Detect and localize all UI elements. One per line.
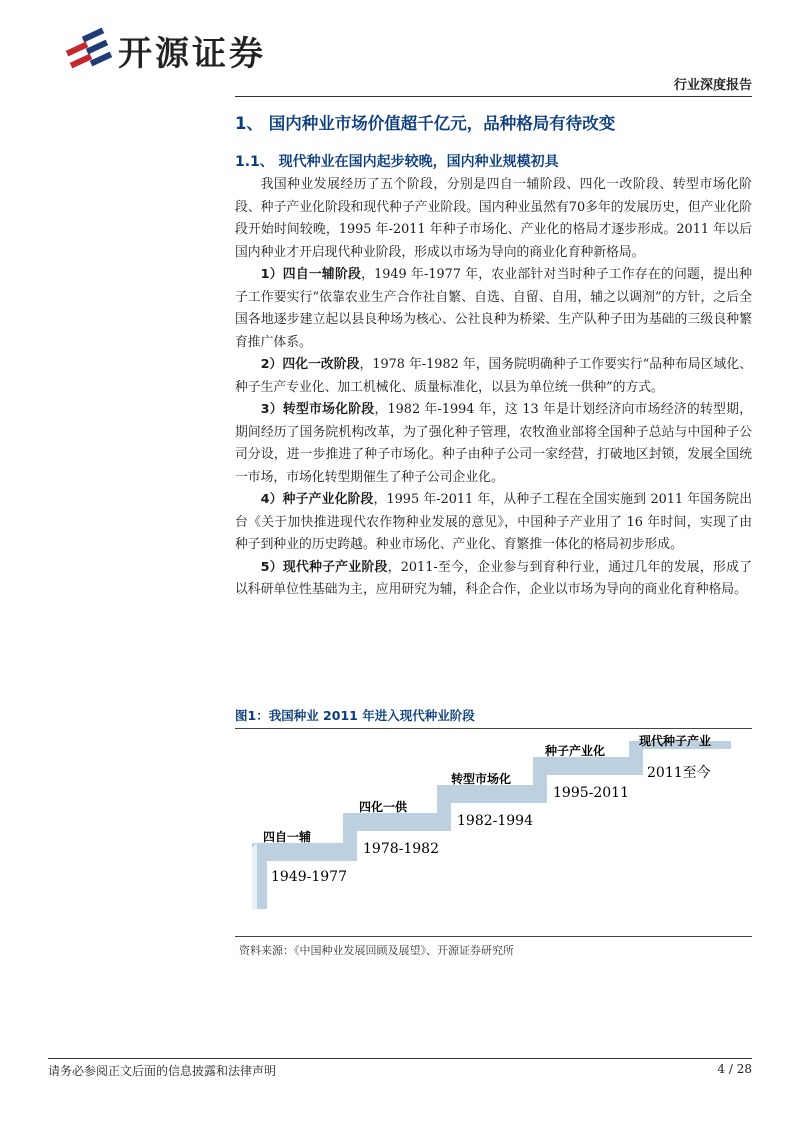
report-type: 行业深度报告 bbox=[673, 78, 752, 93]
step-1-name: 四自一辅 bbox=[263, 830, 312, 844]
stair-diagram bbox=[235, 729, 752, 935]
stage-3-text: ，1982 年-1994 年，这 13 年是计划经济向市场经济的转型期，期间经历了国务院机构改革，为了强化种子管理，农牧渔业部将全国种子总站与中国种子公司分设，进一步推进了种子市场化。种子由种子公司一家经营，打破地区封锁，发展全国统一市场，市场化转型期催生了种子公司企业化。 bbox=[235, 402, 753, 485]
stage-1-paragraph bbox=[235, 264, 752, 354]
page-number: 4 / 28 bbox=[717, 1062, 752, 1076]
step-2-period: 1978-1982 bbox=[363, 841, 439, 857]
figure-title: 图1：我国种业 2011 年进入现代种业阶段 bbox=[235, 708, 475, 723]
step-5-name: 现代种子产业 bbox=[639, 734, 712, 748]
section-heading: 1、 国内种业市场价值超千亿元，品种格局有待改变 bbox=[235, 114, 616, 133]
stage-1-label: 1）四自一辅阶段 bbox=[260, 267, 362, 282]
stage-5-paragraph bbox=[235, 557, 752, 602]
stage-3-paragraph bbox=[235, 399, 752, 489]
step-2-name: 四化一供 bbox=[359, 800, 408, 814]
stage-4-text: ，1995 年-2011 年，从种子工程在全国实施到 2011 年国务院出台《关于加快推进现代农作物种业发展的意见》，中国种子产业用了 16 年时间，实现了由种子到种业的历史跨越。种业市场化、产业化、育繁推一体化的格局初步形成。 bbox=[235, 492, 752, 552]
stage-4-paragraph bbox=[235, 489, 752, 557]
subsection-heading: 1.1、 现代种业在国内起步较晚，国内种业规模初具 bbox=[235, 154, 559, 170]
step-3-period: 1982-1994 bbox=[457, 813, 533, 829]
step-4-name: 种子产业化 bbox=[545, 744, 606, 758]
main-content bbox=[235, 106, 752, 602]
stage-2-text: ，1978 年-1982 年，国务院明确种子工作要实行“品种布局区域化、种子生产专业化、加工机械化、质量标准化，以县为单位统一供种”的方式。 bbox=[235, 357, 752, 395]
header-divider bbox=[235, 96, 752, 97]
step-3-name: 转型市场化 bbox=[451, 772, 512, 786]
stage-2-paragraph bbox=[235, 354, 752, 399]
footer-divider bbox=[48, 1058, 752, 1059]
step-1-period: 1949-1977 bbox=[271, 869, 347, 885]
logo-mark-icon bbox=[60, 24, 120, 76]
figure-source: 资料来源：《中国种业发展回顾及展望》、开源证券研究所 bbox=[239, 944, 514, 957]
intro-paragraph: 我国种业发展经历了五个阶段，分别是四自一辅阶段、四化一改阶段、转型市场化阶段、种子产业化阶段和现代种子产业阶段。国内种业虽然有70多年的发展历史，但产业化阶段开始时间较晚，1995 年-2011 年种子市场化、产业化的格局才逐步形成。2011 年以后国内种业才开启现代种业阶段，形成以市场为导向的商业化育种新格局。 bbox=[235, 177, 752, 260]
footer-disclaimer: 请务必参阅正文后面的信息披露和法律声明 bbox=[48, 1064, 277, 1078]
stage-2-label: 2）四化一改阶段 bbox=[260, 357, 360, 372]
stage-5-text: ，2011-至今，企业参与到育种行业，通过几年的发展，形成了以科研单位性基础为主，应用研究为辅，科企合作，企业以市场为导向的商业化育种格局。 bbox=[235, 559, 752, 597]
figure-bottom-rule bbox=[235, 936, 752, 937]
stage-5-label: 5）现代种子产业阶段 bbox=[260, 559, 388, 575]
step-1-stripe bbox=[252, 843, 257, 909]
step-4-period: 1995-2011 bbox=[553, 785, 629, 801]
step-5-period: 2011至今 bbox=[647, 765, 711, 781]
stage-4-label: 4）种子产业化阶段 bbox=[260, 492, 374, 507]
stage-1-text: ，1949 年-1977 年，农业部针对当时种子工作存在的问题，提出种子工作要实行“依靠农业生产合作社自繁、自选、自留、自用，辅之以调剂”的方针，之后全国各地逐步建立起以县良种场为核心、公社良种为桥梁、生产队种子田为基础的三级良种繁育推广体系。 bbox=[235, 267, 753, 350]
stage-3-label: 3）转型市场化阶段 bbox=[260, 402, 375, 417]
company-name: 开源证券 bbox=[118, 34, 266, 74]
